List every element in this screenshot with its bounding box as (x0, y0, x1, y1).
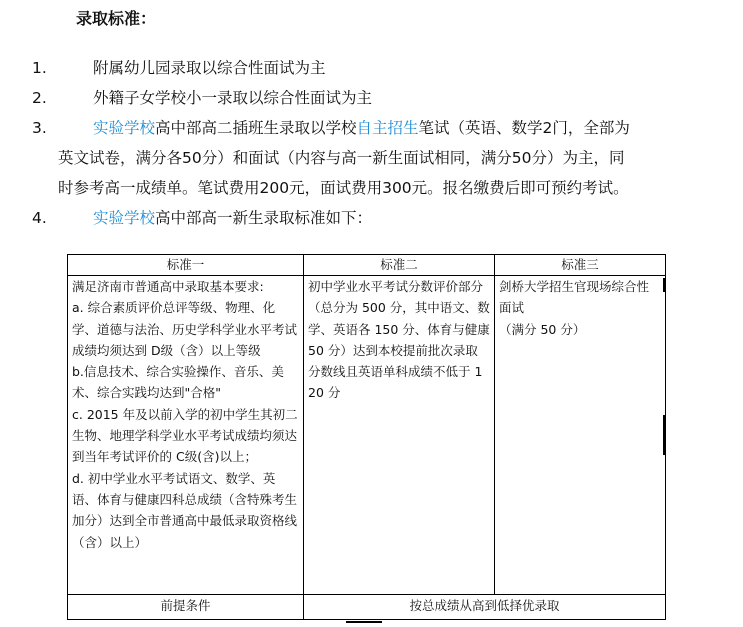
item-number: 1. (32, 59, 47, 77)
table-row (68, 276, 666, 595)
table-footer-row (68, 595, 666, 620)
page-heading: 录取标准： (76, 9, 157, 28)
item-text: 附属幼儿园录取以综合性面试为主 (93, 59, 326, 77)
item-text-part: 高中部高二插班生录取以学校 (155, 119, 357, 137)
table-edge-mark (663, 278, 665, 292)
item-number: 2. (32, 89, 47, 107)
item-number: 3. (32, 119, 47, 137)
footer-selection-rule: 按总成绩从高到低择优录取 (304, 595, 666, 620)
independent-enrollment-link[interactable]: 自主招生 (356, 119, 419, 137)
item-text-part: 高中部高一新生录取标准如下： (155, 209, 373, 227)
table-edge-mark (663, 415, 665, 455)
item-text-line1 (93, 113, 630, 143)
admission-criteria-table (67, 254, 666, 620)
item-number: 4. (32, 209, 47, 227)
criterion-1-cell: 满足济南市普通高中录取基本要求: a. 综合素质评价总评等级、物理、化学、道德与法治、历史学科学业水平考试成绩均须达到 D级（含）以上等级 b.信息技术、综合实验操作、音乐、美术、综合实践均达到"合格" c. 2015 年及以前入学的初中学生其初二生物、地理学科学业水平考试成绩均须达到当年考试评价的 C级(含)以上； d. 初中学业水平考试语文、数学、英语、体育与健康四科总成绩（含特殊考生加分）达到全市普通高中最低录取资格线（含）以上） (68, 276, 304, 595)
experimental-school-link[interactable]: 实验学校 (93, 209, 156, 227)
header-criterion-1: 标准一 (68, 255, 304, 276)
header-criterion-3: 标准三 (495, 255, 666, 276)
item-text: 外籍子女学校小一录取以综合性面试为主 (93, 89, 373, 107)
footer-prerequisite: 前提条件 (68, 595, 304, 620)
experimental-school-link[interactable]: 实验学校 (93, 119, 156, 137)
item-text-line2: 英文试卷，满分各50分）和面试（内容与高一新生面试相同，满分50分）为主，同 (58, 149, 625, 167)
table-header-row (68, 255, 666, 276)
criterion-3-cell: 剑桥大学招生官现场综合性面试 （满分 50 分） (495, 276, 666, 595)
item-text-line3: 时参考高一成绩单。笔试费用200元，面试费用300元。报名缴费后即可预约考试。 (58, 179, 629, 197)
header-criterion-2: 标准二 (304, 255, 495, 276)
item-text (93, 203, 372, 233)
item-text-part: 笔试（英语、数学2门，全部为 (418, 119, 630, 137)
criterion-2-cell: 初中学业水平考试分数评价部分（总分为 500 分，其中语文、数学、英语各 150 分、体育与健康 50 分）达到本校提前批次录取分数线且英语单科成绩不低于 120 分 (304, 276, 495, 595)
page-bottom-mark (346, 621, 382, 623)
